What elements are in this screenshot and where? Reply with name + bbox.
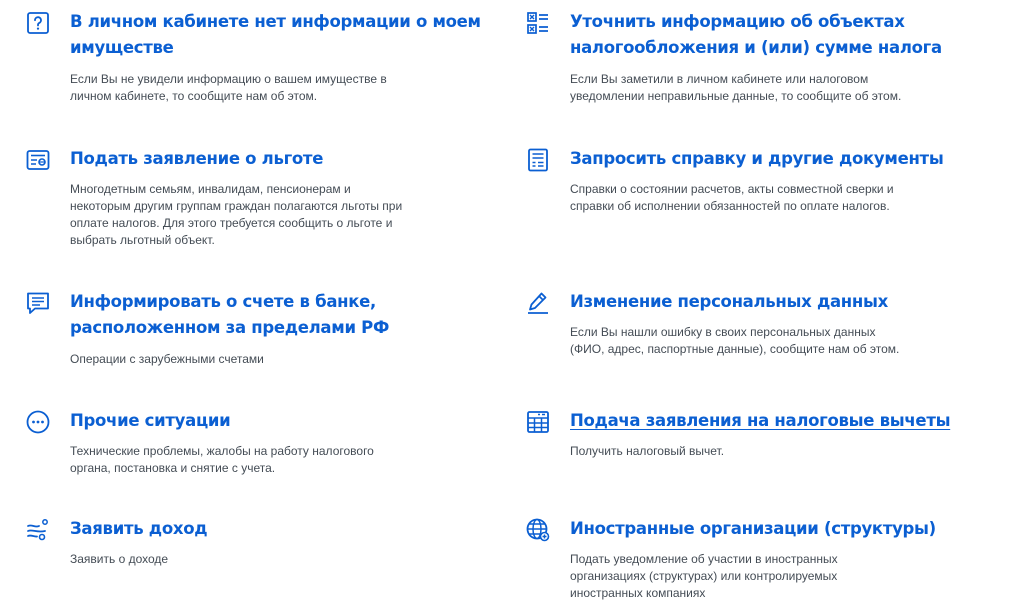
item-title-line-1[interactable]: Заявить доход	[70, 519, 208, 538]
item-desc-line-1: Справки о состоянии расчетов, акты совместной сверки и	[570, 182, 894, 196]
item-title-line-2[interactable]: расположенном за пределами РФ	[70, 318, 390, 337]
item-title-line-1[interactable]: Подать заявление о льготе	[70, 149, 324, 168]
item-desc-line-1: Если Вы не увидели информацию о вашем имуществе в	[70, 72, 387, 86]
item-desc-line-2: личном кабинете, то сообщите нам об этом.	[70, 89, 318, 103]
item-desc-line-2: уведомлении неправильные данные, то сообщите об этом.	[570, 89, 902, 103]
item-title-line-1[interactable]: Информировать о счете в банке,	[70, 292, 377, 311]
question-icon	[24, 9, 52, 37]
item-desc-line-2: (ФИО, адрес, паспортные данные), сообщите нам об этом.	[570, 342, 900, 356]
item-desc-line-3: оплате налогов. Для этого требуется сообщить о льготе и	[70, 216, 393, 230]
item-title-line-1[interactable]: Изменение персональных данных	[570, 292, 888, 311]
item-title-line-1[interactable]: Уточнить информацию об объектах	[570, 12, 905, 31]
item-desc-line-1: Заявить о доходе	[70, 552, 169, 566]
calculator-icon	[524, 408, 552, 436]
message-icon	[24, 289, 52, 317]
checklist-grid-icon	[524, 9, 552, 37]
item-desc-line-1: Технические проблемы, жалобы на работу налогового	[70, 444, 374, 458]
item-title-line-1[interactable]: В личном кабинете нет информации о моем	[70, 12, 481, 31]
item-title-line-2[interactable]: налогообложения и (или) сумме налога	[570, 38, 942, 57]
item-desc-line-2: некоторым другим группам граждан полагаются льготы при	[70, 199, 403, 213]
globe-icon	[524, 516, 552, 544]
income-icon	[24, 516, 52, 544]
item-desc-line-1: Если Вы заметили в личном кабинете или налоговом	[570, 72, 869, 86]
item-title-line-1[interactable]: Запросить справку и другие документы	[570, 149, 944, 168]
item-title-line-2[interactable]: имуществе	[70, 38, 174, 57]
more-icon	[24, 408, 52, 436]
item-title-line-1[interactable]: Иностранные организации (структуры)	[570, 519, 936, 538]
document-list-icon	[524, 146, 552, 174]
benefit-card-icon	[24, 146, 52, 174]
item-title-line-1[interactable]: Подача заявления на налоговые вычеты	[570, 411, 951, 430]
item-desc-line-1: Получить налоговый вычет.	[570, 444, 725, 458]
item-desc-line-2: органа, постановка и снятие с учета.	[70, 461, 276, 475]
item-desc-line-2: организациях (структурах) или контролируемых	[570, 569, 838, 583]
item-desc-line-1: Многодетным семьям, инвалидам, пенсионерам и	[70, 182, 351, 196]
item-desc-line-2: справки об исполнении обязанностей по оплате налогов.	[570, 199, 890, 213]
item-desc-line-3: иностранных компаниях	[570, 586, 706, 600]
item-desc-line-4: выбрать льготный объект.	[70, 233, 215, 247]
item-title-line-1[interactable]: Прочие ситуации	[70, 411, 231, 430]
pencil-icon	[524, 289, 552, 317]
item-desc-line-1: Если Вы нашли ошибку в своих персональных данных	[570, 325, 876, 339]
item-desc-line-1: Подать уведомление об участии в иностранных	[570, 552, 838, 566]
item-desc-line-1: Операции с зарубежными счетами	[70, 352, 264, 366]
